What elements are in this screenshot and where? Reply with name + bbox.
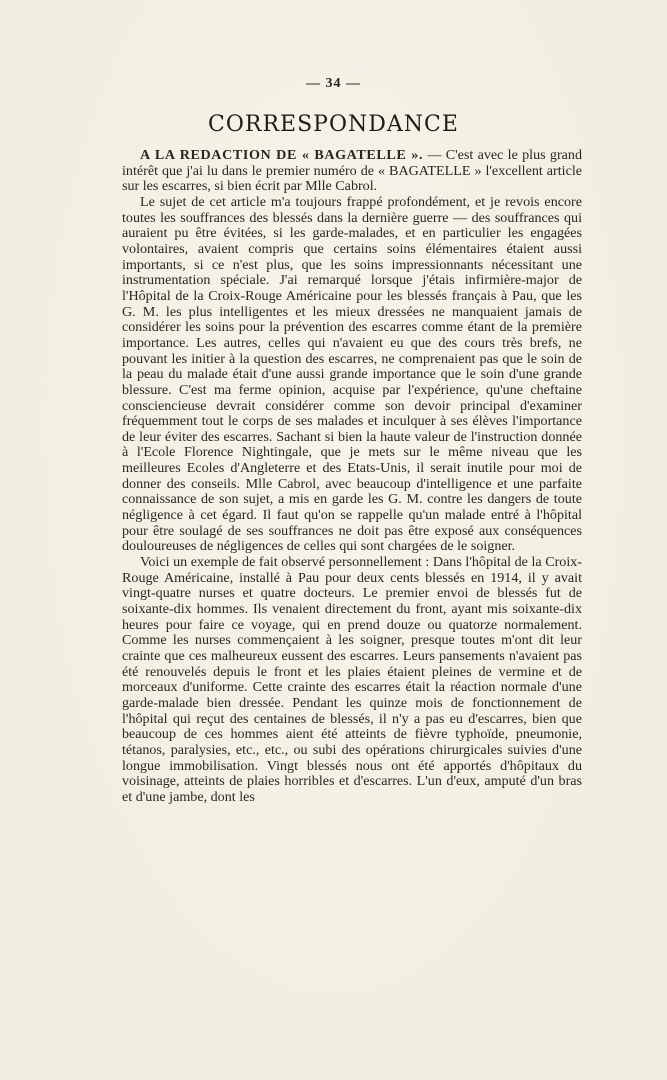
article-lead: A LA REDACTION DE « BAGATELLE ».: [140, 147, 424, 163]
article-paragraph: Le sujet de cet article m'a toujours frappé profondément, et je revois encore toutes les souffrances des blessés dans la dernière guerre — des souffrances qui auraient pu être évitées, si les garde-malades, et en particulier les engagées volontaires, avaient compris que certains soins élémentaires étaient aussi importants, si ce n'est plus, que les soins impressionnants nécessitant une instrumentation spéciale. J'ai remarqué lorsque j'étais infirmière-major de l'Hôpital de la Croix-Rouge Américaine pour les blessés français à Pau, que les G. M. les plus intelligentes et les mieux dressées ne manquaient jamais de considérer les soins pour la prévention des escarres comme étant de la première importance. Les autres, celles qui n'avaient eu que des cours très brefs, ne pouvant les initier à la question des escarres, ne comprenaient pas que le soin de la peau du malade était d'une aussi grande importance que le soin d'une grande blessure. C'est ma ferme opinion, acquise par l'expérience, qu'une cheftaine consciencieuse devrait considérer comme son devoir principal d'examiner fréquemment tout le corps de ses malades et inculquer à ses élèves l'importance de leur éviter des escarres. Sachant si bien la haute valeur de l'instruction donnée à l'Ecole Florence Nightingale, que je mets sur le même niveau que les meilleures Ecoles d'Angleterre et des Etats-Unis, il serait inutile pour moi de donner des conseils. Mlle Cabrol, avec beaucoup d'intelligence et une parfaite connaissance de son sujet, a mis en garde les G. M. contre les dangers de toute négligence à cet égard. Il faut qu'on se rappelle qu'un malade entré à l'hôpital pour être soulagé de ses souffrances ne doit pas être exposé aux conséquences douloureuses de négligences de celles qui sont chargées de le soigner.: [122, 193, 582, 555]
article-body: [122, 148, 582, 806]
page-number: — 34 —: [306, 76, 361, 91]
page-title: CORRESPONDANCE: [208, 112, 459, 137]
paragraph-text: — C'est avec le plus grand intérêt que j'ai lu dans le premier numéro de « BAGATELLE » l'excellent article sur les escarres, si bien écrit par Mlle Cabrol.: [122, 147, 582, 195]
article-paragraph: Voici un exemple de fait observé personnellement : Dans l'hôpital de la Croix-Rouge Américaine, installé à Pau pour deux cents blessés en 1914, il y avait vingt-quatre nurses et quatre docteurs. Le premier envoi de blessés fut de soixante-dix hommes. Ils venaient directement du front, ayant mis soixante-dix heures pour faire ce voyage, qui en prend douze ou quatorze normalement. Comme les nurses commençaient à les soigner, presque toutes m'ont dit leur crainte que ces malheureux eussent des escarres. Leurs pansements n'avaient pas été renouvelés depuis le front et les plaies étaient pleines de vermine et de morceaux d'uniforme. Cette crainte des escarres était la réaction normale d'une garde-malade bien dressée. Pendant les quinze mois de fonctionnement de l'hôpital qui reçut des centaines de blessés, il n'y a pas eu d'escarres, bien que beaucoup de ces hommes aient été atteints de fièvre typhoïde, pneumonie, tétanos, paralysies, etc., etc., ou subi des opérations chirurgicales suivies d'une longue immobilisation. Vingt blessés nous ont été apportés d'hôpitaux du voisinage, atteints de plaies horribles et d'escarres. L'un d'eux, amputé d'un bras et d'une jambe, dont les: [122, 554, 582, 805]
article-paragraph: [122, 148, 582, 195]
